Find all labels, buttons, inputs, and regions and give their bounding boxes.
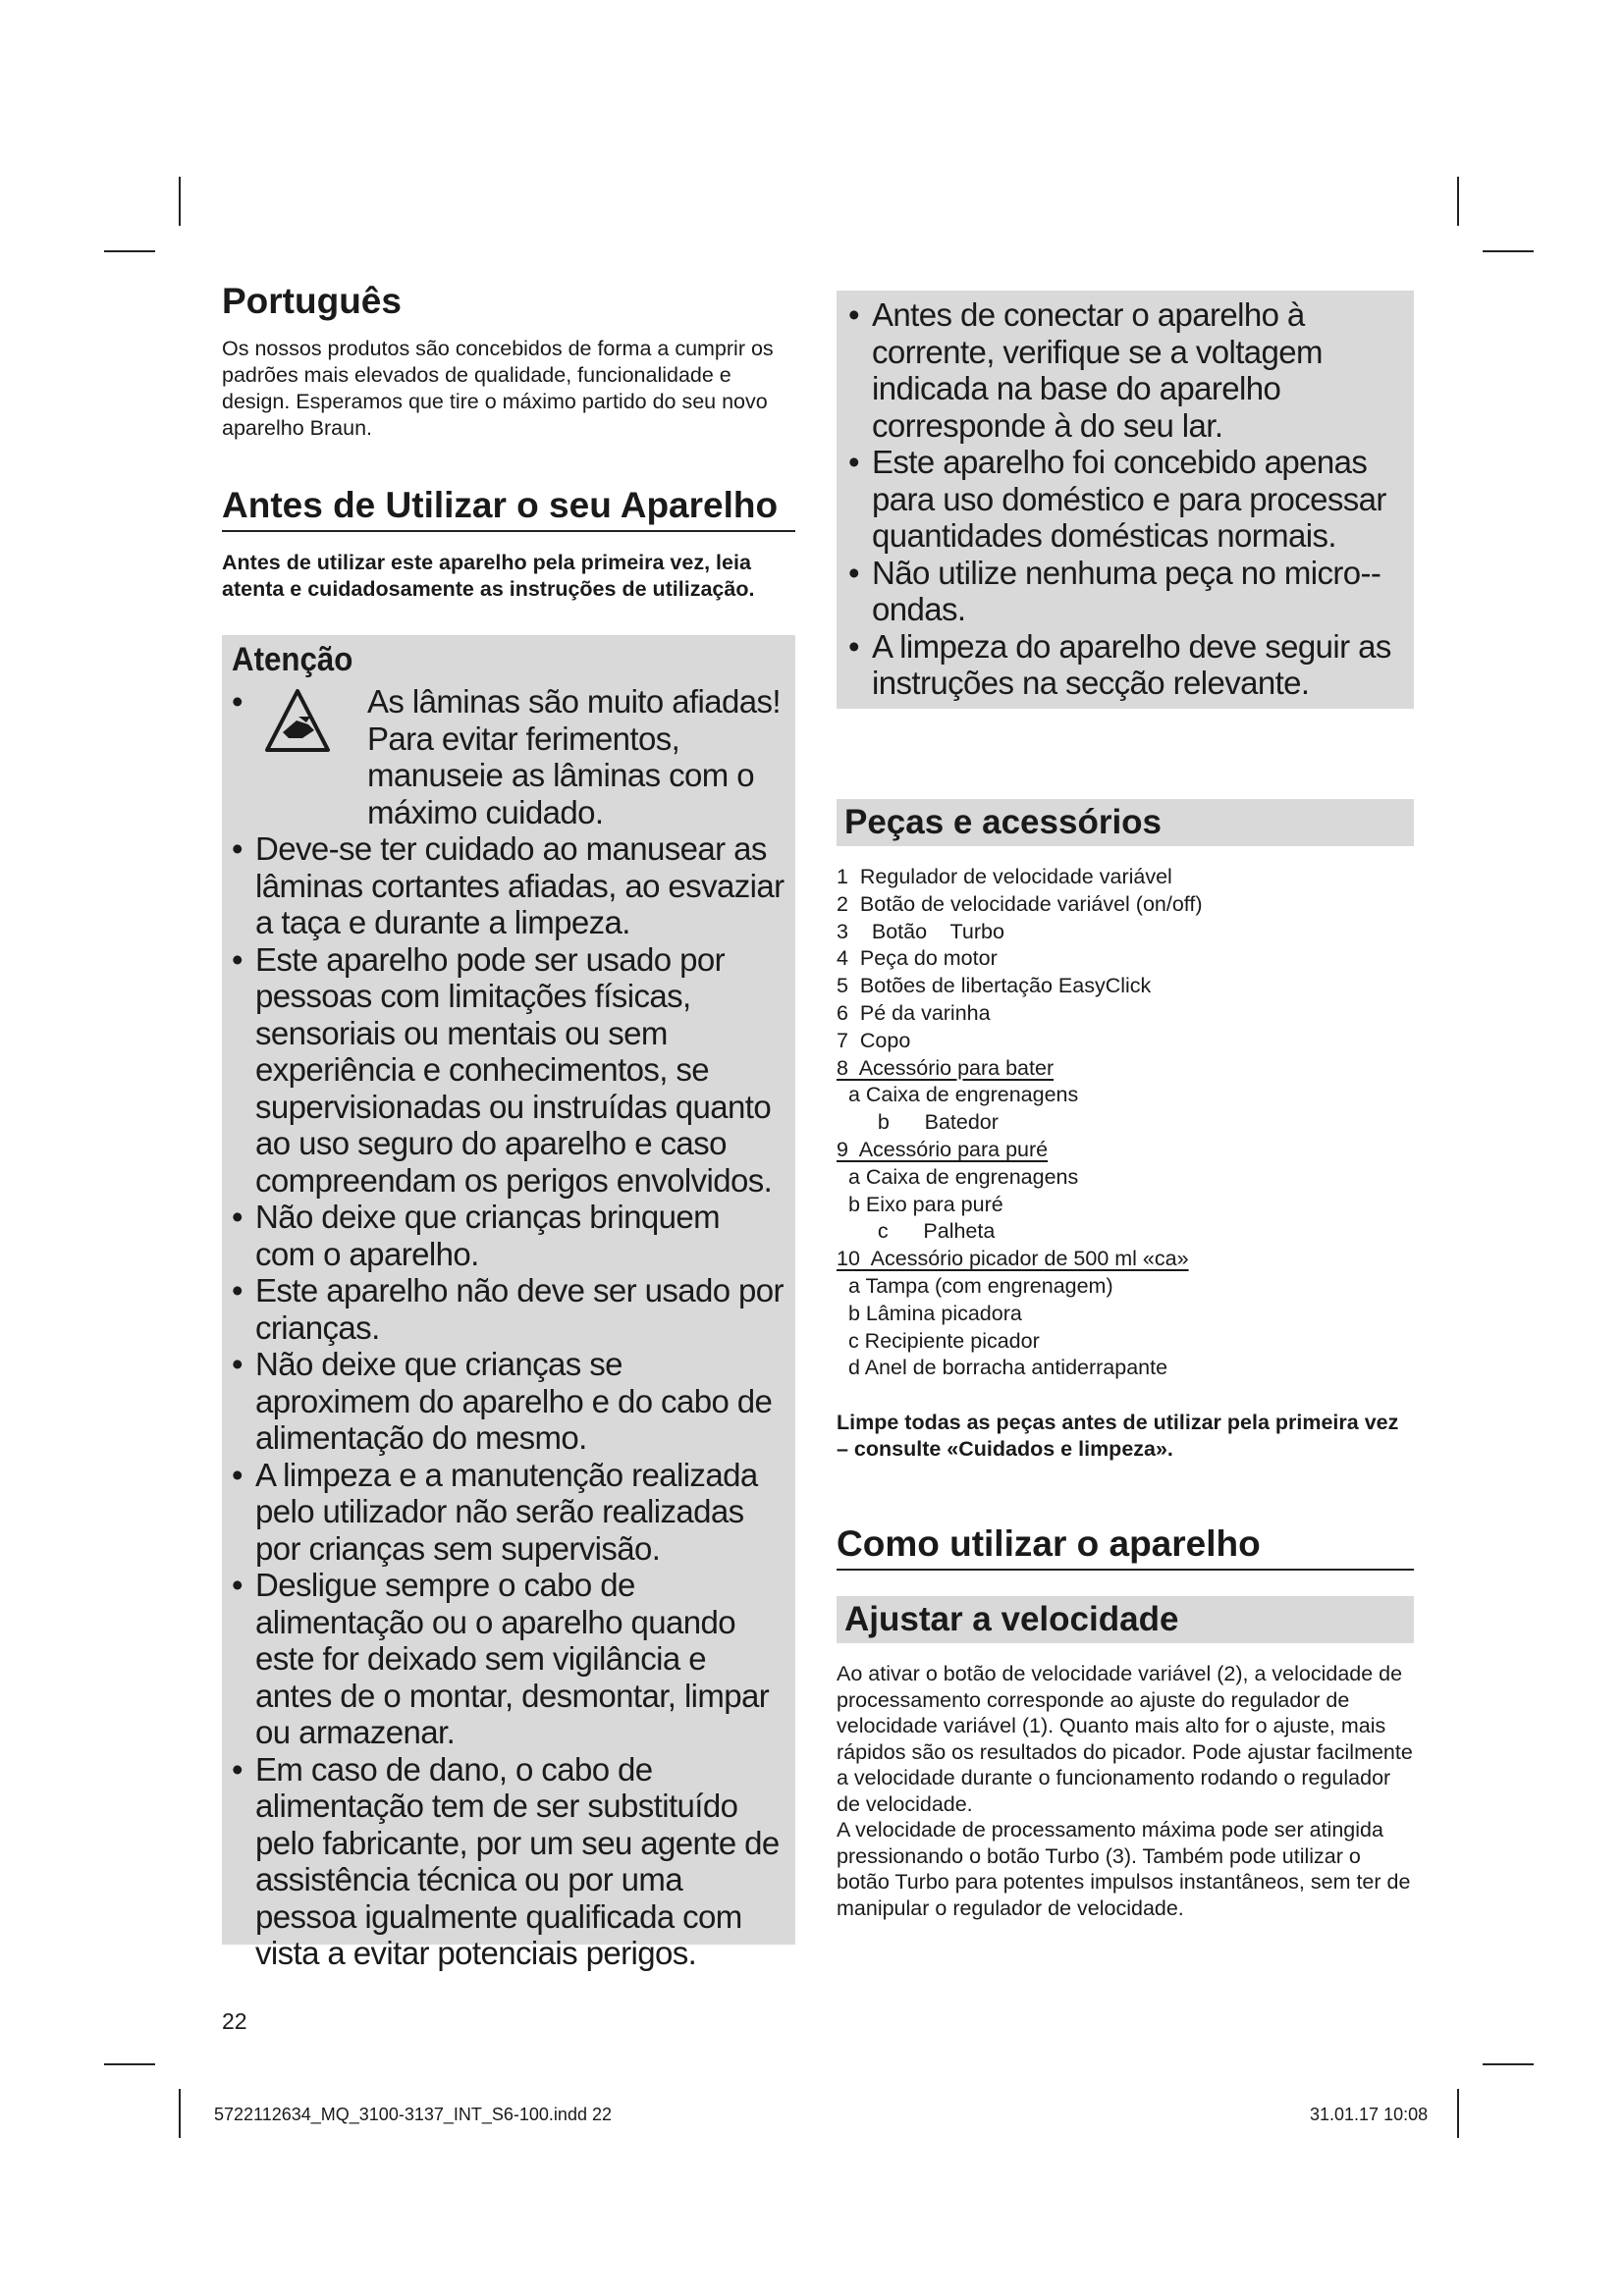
speed-title: Ajustar a velocidade <box>837 1596 1414 1643</box>
bullet-icon: • <box>848 296 859 333</box>
warning-item-text: As lâminas são muito afiadas! Para evitar ferimentos, manuseie as lâminas com o máximo cuidado. <box>367 683 781 830</box>
parts-item: 7 Copo <box>837 1028 911 1052</box>
intro-text: Os nossos produtos são concebidos de forma a cumprir os padrões mais elevados de qualidade, funcionalidade e design. Esperamos que tire o máximo partido do seu novo aparelho Braun. <box>222 337 774 440</box>
parts-item: c Palheta <box>837 1219 996 1244</box>
bullet-icon: • <box>232 683 243 720</box>
parts-item: b Lâmina picadora <box>837 1301 1022 1325</box>
warning-item: • Este aparelho pode ser usado por pessoas com limitações físicas, sensoriais ou mentais ou sem experiência e conhecimentos, se supervisionadas ou instruídas quanto ao uso seguro do aparelho e caso compreendam os perigos envolvidos. <box>232 940 773 1199</box>
crop-mark <box>1483 250 1534 252</box>
warning-item: • Desligue sempre o cabo de alimentação ou o aparelho quando este for deixado sem vigilância e antes de o montar, desmontar, limpar ou armazenar. <box>232 1567 770 1750</box>
bullet-icon: • <box>232 1456 243 1493</box>
speed-paragraph: Ao ativar o botão de velocidade variável (2), a velocidade de processamento corresponde ao ajuste do regulador de velocidade variável (1). Quanto mais alto for o ajuste, mais rápidos são os resultados do picador. Pode ajustar facilmente a velocidade durante o funcionamento rodando o regulador de velocidade. <box>837 1662 1413 1816</box>
parts-item: d Anel de borracha antiderrapante <box>837 1356 1168 1380</box>
safety-item: • Não utilize nenhuma peça no micro--ondas. <box>848 554 1381 627</box>
bullet-icon: • <box>232 830 243 867</box>
warning-title: Atenção <box>232 641 353 678</box>
warning-item: • Não deixe que crianças brinquem com o aparelho. <box>232 1199 721 1272</box>
parts-list <box>837 864 1414 1382</box>
left-column <box>222 281 795 1971</box>
parts-item: a Caixa de engrenagens <box>837 1083 1079 1107</box>
crop-mark <box>104 2063 155 2065</box>
use-title: Como utilizar o aparelho <box>837 1523 1414 1571</box>
warning-item: • A limpeza e a manutenção realizada pelo utilizador não serão realizadas por crianças sem supervisão. <box>232 1456 758 1567</box>
warning-item: • Não deixe que crianças se aproximem do aparelho e do cabo de alimentação do mesmo. <box>232 1346 773 1456</box>
parts-item: 10 Acessório picador de 500 ml «ca» <box>837 1247 1189 1271</box>
parts-item: 3 Botão Turbo <box>837 919 1004 943</box>
before-use-note: Antes de utilizar este aparelho pela primeira vez, leia atenta e cuidadosamente as instruções de utilização. <box>222 551 755 601</box>
parts-item: 8 Acessório para bater <box>837 1055 1055 1080</box>
page-number: 22 <box>222 2008 247 2034</box>
bullet-icon: • <box>232 1272 243 1308</box>
crop-mark <box>179 2089 181 2138</box>
footer-date: 31.01.17 10:08 <box>1310 2105 1429 2124</box>
parts-item: 5 Botões de libertação EasyClick <box>837 974 1152 998</box>
warning-box <box>222 635 795 1971</box>
crop-mark <box>1457 177 1459 226</box>
speed-paragraph: A velocidade de processamento máxima pode ser atingida pressionando o botão Turbo (3). Também pode utilizar o botão Turbo para potentes impulsos instantâneos, sem ter de manipular o regulador de velocidade. <box>837 1818 1411 1920</box>
bullet-icon: • <box>848 627 859 665</box>
warning-item: • Em caso de dano, o cabo de alimentação tem de ser substituído pelo fabricante, por um seu agente de assistência técnica ou por uma pessoa igualmente qualificada com vista a evitar potenciais perigos. <box>232 1750 780 1971</box>
crop-mark <box>1457 2089 1459 2138</box>
bullet-icon: • <box>848 444 859 480</box>
bullet-icon: • <box>848 554 859 591</box>
blade-warning-icon <box>263 687 332 756</box>
parts-item: b Eixo para puré <box>837 1192 1003 1216</box>
safety-item: • A limpeza do aparelho deve seguir as instruções na secção relevante. <box>848 627 1391 701</box>
bullet-icon: • <box>232 1199 243 1235</box>
bullet-icon: • <box>232 940 243 978</box>
parts-item: b Batedor <box>837 1110 999 1135</box>
bullet-icon: • <box>232 1567 243 1603</box>
warning-item <box>232 683 785 830</box>
warning-item: • Deve-se ter cuidado ao manusear as lâminas cortantes afiadas, ao esvaziar a taça e durante a limpeza. <box>232 830 785 940</box>
parts-item: 1 Regulador de velocidade variável <box>837 865 1172 888</box>
crop-mark <box>1483 2063 1534 2065</box>
before-use-title: Antes de Utilizar o seu Aparelho <box>222 485 795 532</box>
speed-text <box>837 1661 1414 1921</box>
parts-item: 6 Pé da varinha <box>837 1000 991 1025</box>
right-column <box>837 291 1414 1921</box>
parts-item: a Caixa de engrenagens <box>837 1164 1079 1189</box>
parts-item: 9 Acessório para puré <box>837 1137 1049 1161</box>
safety-item: • Antes de conectar o aparelho à corrente, verifique se a voltagem indicada na base do aparelho corresponde à do seu lar. <box>848 296 1323 444</box>
language-title: Português <box>222 281 402 321</box>
safety-item: • Este aparelho foi concebido apenas para uso doméstico e para processar quantidades domésticas normais. <box>848 444 1386 554</box>
bullet-icon: • <box>232 1346 243 1382</box>
parts-item: 4 Peça do motor <box>837 946 998 971</box>
parts-title: Peças e acessórios <box>837 799 1414 846</box>
crop-mark <box>104 250 155 252</box>
safety-box <box>837 291 1414 709</box>
parts-item: c Recipiente picador <box>837 1328 1040 1353</box>
footer-file: 5722112634_MQ_3100-3137_INT_S6-100.indd 22 <box>214 2105 612 2124</box>
warning-item: • Este aparelho não deve ser usado por crianças. <box>232 1272 784 1346</box>
bullet-icon: • <box>232 1750 243 1788</box>
parts-item: a Tampa (com engrenagem) <box>837 1273 1113 1298</box>
parts-item: 2 Botão de velocidade variável (on/off) <box>837 891 1203 916</box>
parts-note: Limpe todas as peças antes de utilizar pela primeira vez – consulte «Cuidados e limpeza». <box>837 1411 1399 1462</box>
crop-mark <box>179 177 181 226</box>
